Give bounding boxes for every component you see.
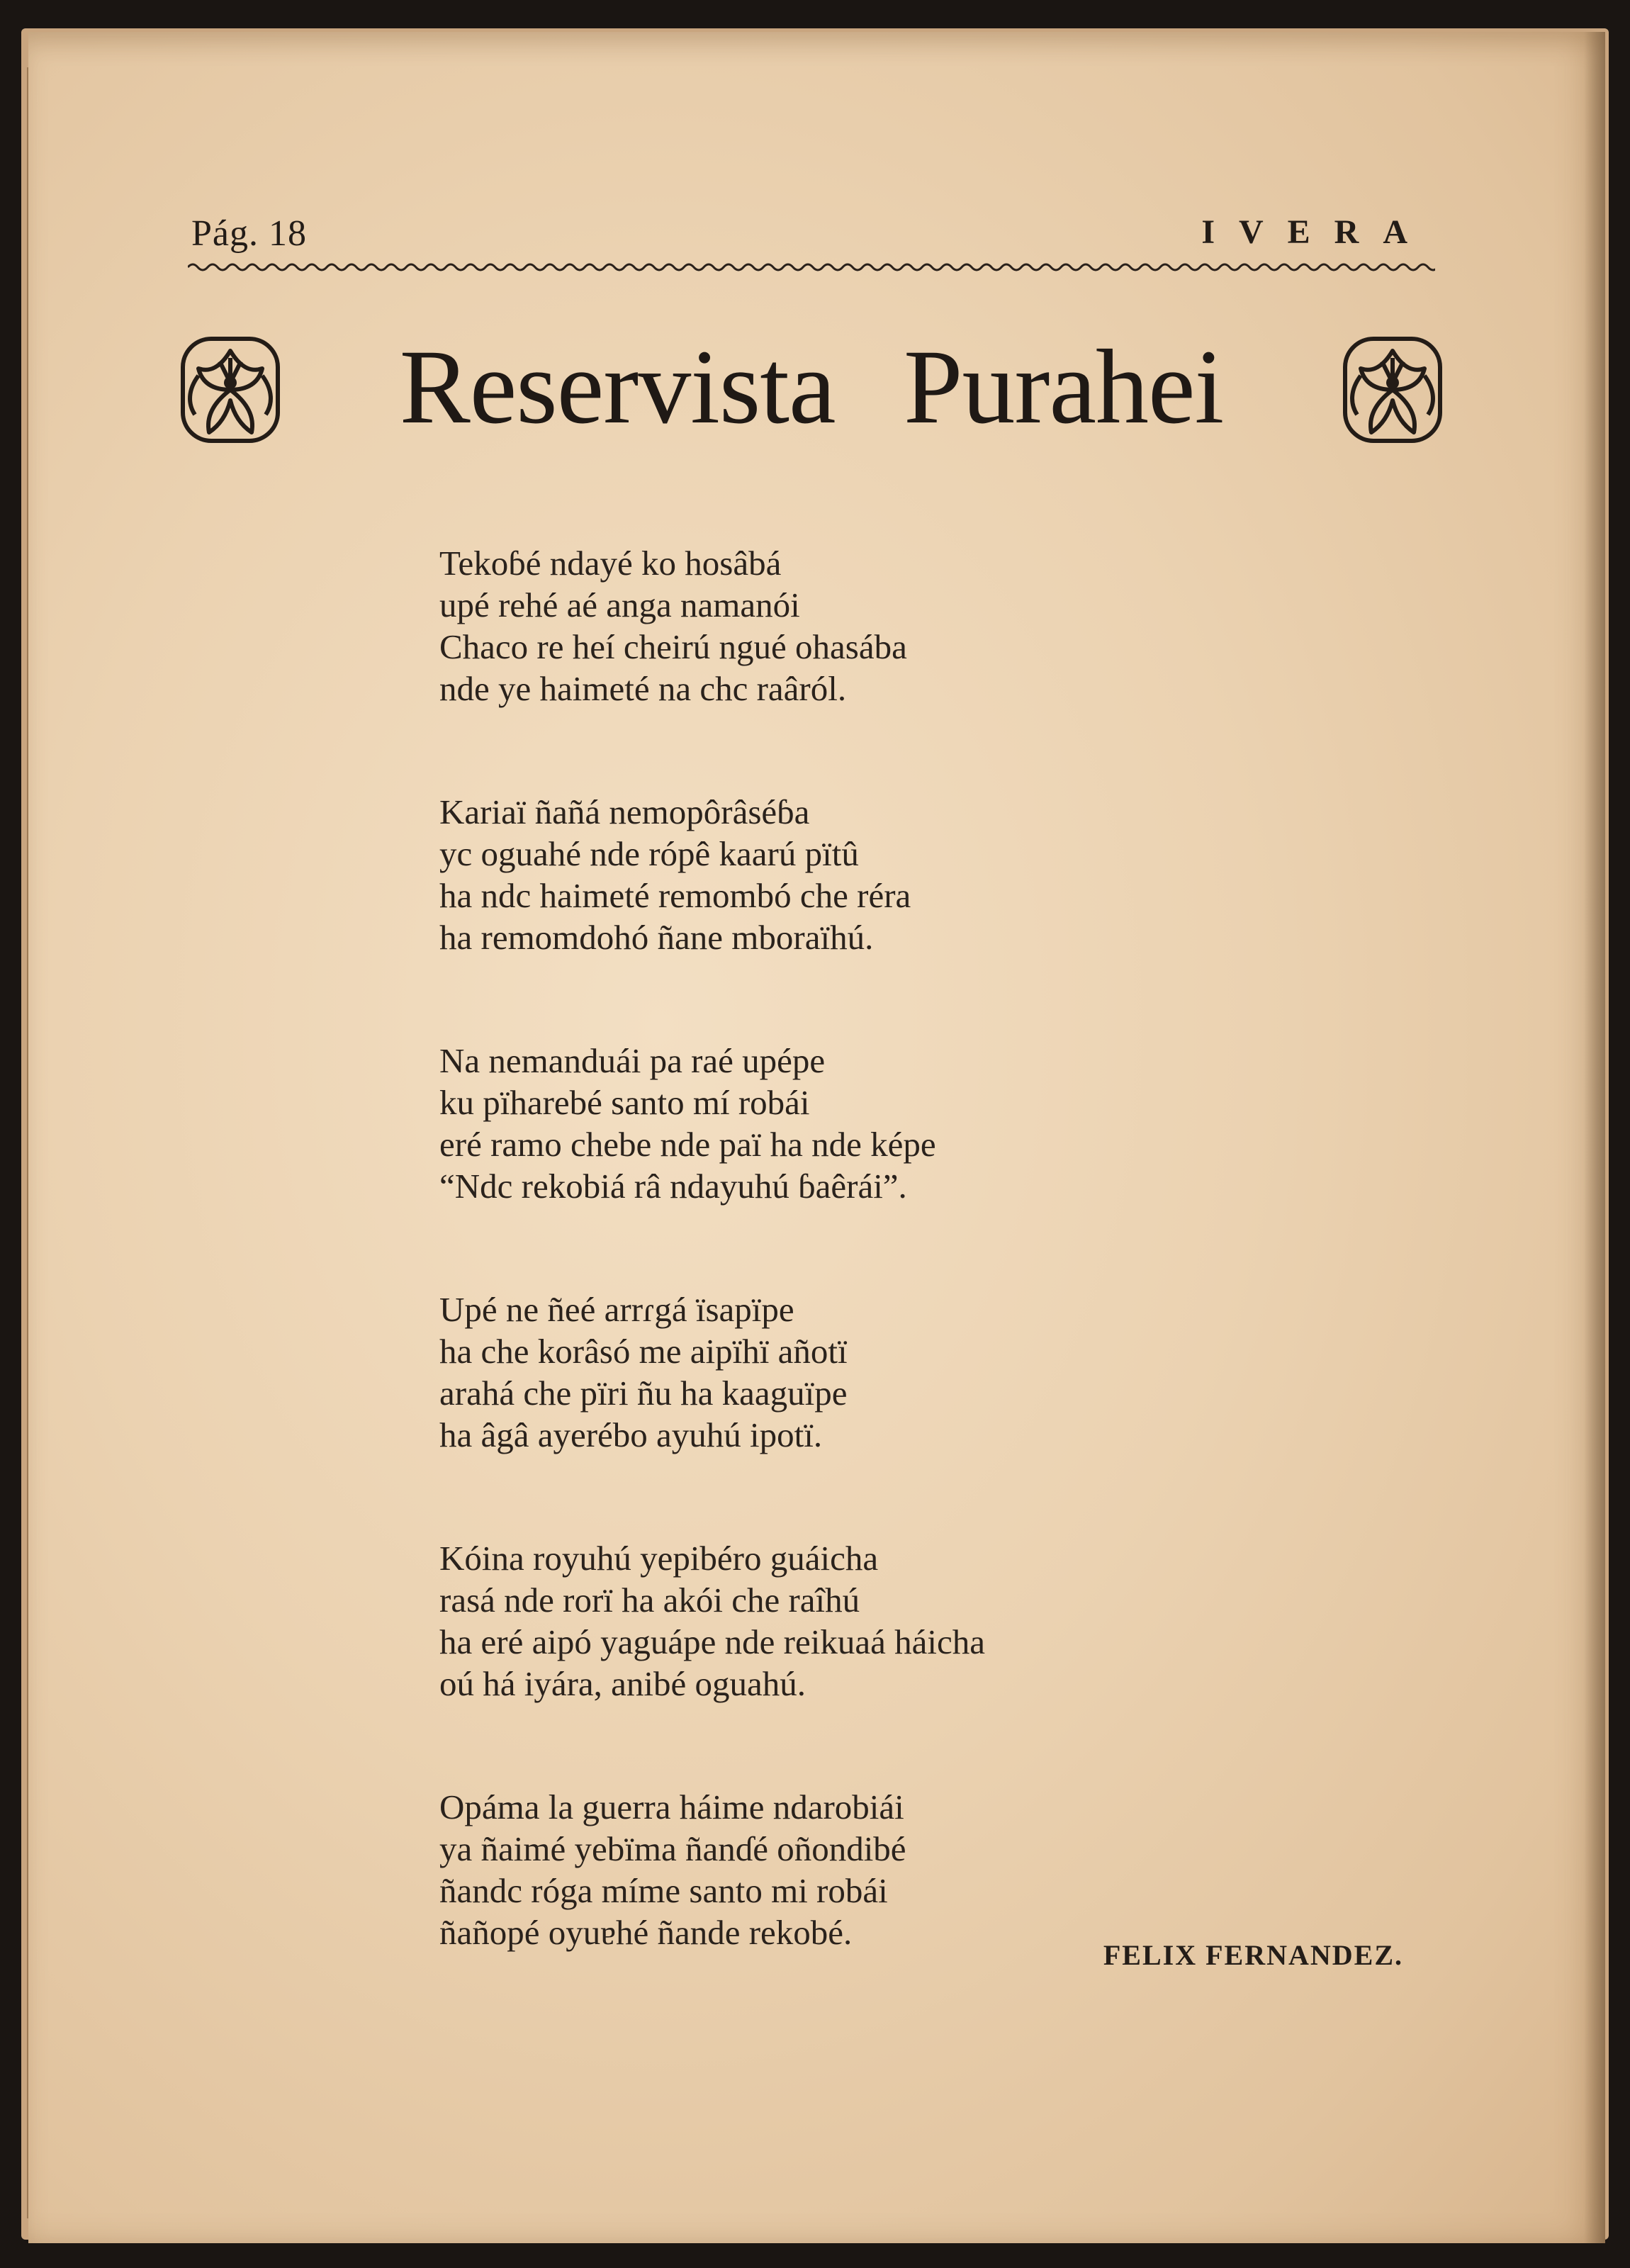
title-row [177, 326, 1446, 454]
poem-line: upé rehé aé anga namanói [439, 585, 800, 624]
poem-title: Reservista Purahei [399, 328, 1224, 446]
poem-line: Na nemanduái pa raé upépe [439, 1041, 826, 1080]
poem-line: oú há iyára, anibé oguahú. [439, 1664, 806, 1703]
poem-line: ha âgâ ayerébo ayuhú ipotï. [439, 1415, 823, 1454]
stanza [439, 1289, 1290, 1456]
poem-line: ñandc róga míme santo mi robái [439, 1871, 888, 1910]
poem-line: ya ñaimé yebïma ñanɗé oñondibé [439, 1829, 906, 1868]
wavy-rule-divider [188, 259, 1435, 276]
stanza [439, 542, 1290, 709]
poem-line: nde ye haimeté na chc raâról. [439, 669, 847, 708]
poem-line: Opáma la guerra háime ndarobiái [439, 1787, 904, 1826]
stanza [439, 1040, 1290, 1207]
stanza [439, 1537, 1290, 1705]
poem-line: eré ramo chebe nde paï ha nde képe [439, 1125, 936, 1164]
poem-line: Kariaï ñañá nemopôrâséɓa [439, 792, 810, 831]
poem-line: “Ndc rekobiá râ ndayuhú ɓaêrái”. [439, 1167, 907, 1206]
poem-line: ha ndc haimeté remombó che réra [439, 876, 911, 915]
poem-line: ku pïharebé santo mí robái [439, 1083, 810, 1122]
poem-line: Tekoɓé ndayé ko hosâbá [439, 544, 782, 583]
author-signature: FELIX FERNANDEZ. [1103, 1939, 1403, 1971]
poem-line: rasá nde rorï ha akói che raîhú [439, 1581, 860, 1619]
stanza [439, 1786, 1290, 1953]
poem-line: ñañopé oyuɐhé ñande rekobé. [439, 1913, 853, 1952]
poem-line: arahá che pïri ñu ha kaaguïpe [439, 1374, 848, 1413]
lily-flower-icon [1339, 333, 1446, 447]
journal-name: IVERA [1201, 213, 1432, 251]
poem-line: Chaco re heí cheirú ngué ohasába [439, 627, 907, 666]
poem-line: ha che korâsó me aipïhï añotï [439, 1332, 848, 1371]
poem-line: yc oguahé nde rópê kaarú pïtû [439, 834, 859, 873]
poem-line: Upé ne ñeé arrɾgá ïsapïpe [439, 1290, 794, 1329]
stanza [439, 791, 1290, 958]
poem-line: ha remomdohó ñane mboraïhú. [439, 918, 874, 957]
poem-body [439, 542, 1290, 2035]
page-shadow [1584, 32, 1605, 2243]
poem-line: ha eré aipó yaguápe nde reikuaá háicha [439, 1622, 985, 1661]
page-number: Pág. 18 [191, 213, 307, 254]
poem-line: Kóina royuhú yepibéro guáicha [439, 1539, 879, 1578]
